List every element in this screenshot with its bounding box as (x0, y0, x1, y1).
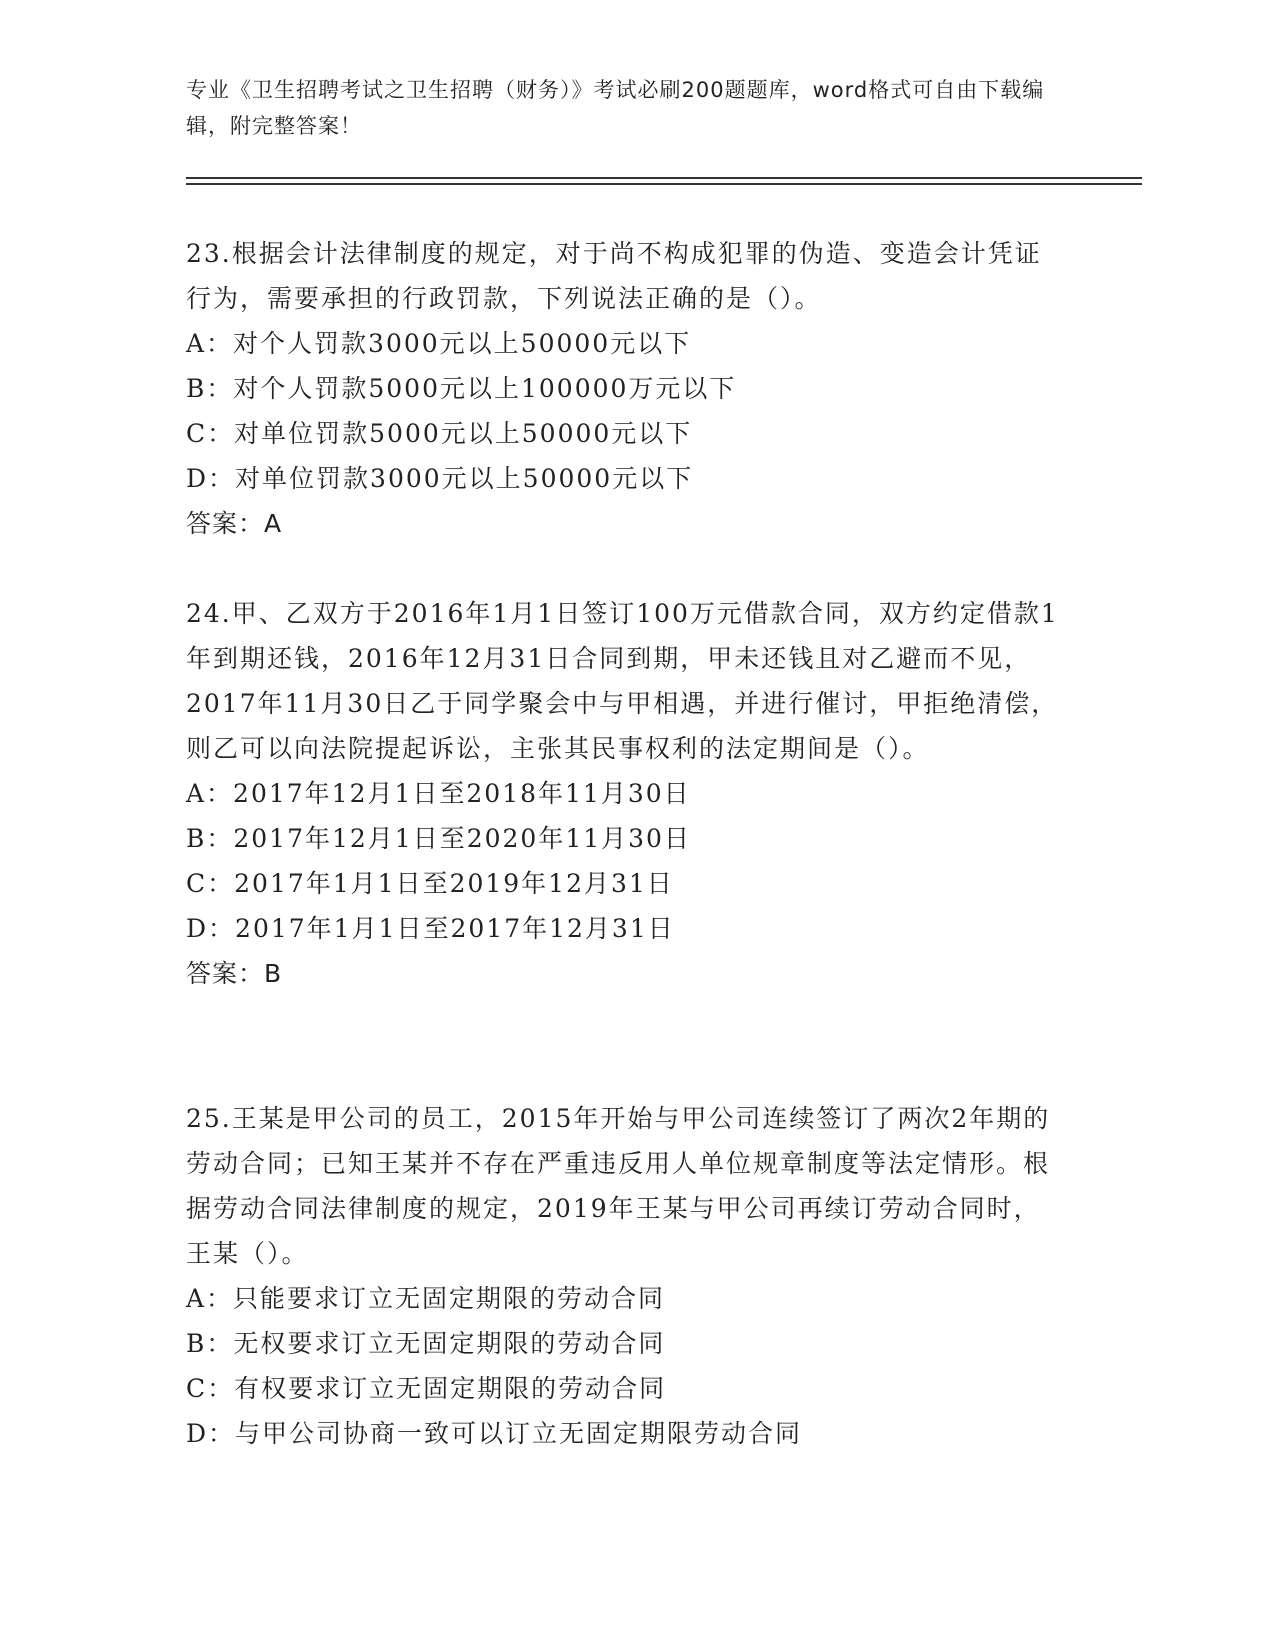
option-d: D：与甲公司协商一致可以订立无固定期限劳动合同 (186, 1419, 803, 1448)
question-23 (186, 231, 1066, 546)
option-a: A：只能要求订立无固定期限的劳动合同 (186, 1284, 666, 1313)
option-a: A：对个人罚款3000元以上50000元以下 (186, 329, 692, 358)
document-header (186, 72, 1086, 144)
question-stem: 24.甲、乙双方于2016年1月1日签订100万元借款合同，双方约定借款1年到期还钱，2016年12月31日合同到期，甲未还钱且对乙避而不见，2017年11月30日乙于同学聚会中与甲相遇，并进行催讨，甲拒绝清偿，则乙可以向法院提起诉讼，主张其民事权利的法定期间是（）。 (186, 599, 1059, 763)
option-b: B：2017年12月1日至2020年11月30日 (186, 824, 691, 853)
option-c: C：对单位罚款5000元以上50000元以下 (186, 419, 693, 448)
option-d: D：对单位罚款3000元以上50000元以下 (186, 464, 694, 493)
option-b: B：对个人罚款5000元以上100000万元以下 (186, 374, 737, 403)
header-divider-top (186, 177, 1142, 179)
question-24 (186, 591, 1066, 996)
option-b: B：无权要求订立无固定期限的劳动合同 (186, 1329, 666, 1358)
header-intro-text: 专业《卫生招聘考试之卫生招聘（财务）》考试必刷200题题库，word格式可自由下载编辑，附完整答案！ (186, 78, 1045, 138)
option-c: C：2017年1月1日至2019年12月31日 (186, 869, 674, 898)
option-a: A：2017年12月1日至2018年11月30日 (186, 779, 691, 808)
question-stem: 23.根据会计法律制度的规定，对于尚不构成犯罪的伪造、变造会计凭证行为，需要承担的行政罚款，下列说法正确的是（）。 (186, 239, 1042, 313)
answer-line: 答案：A (186, 509, 283, 538)
header-divider-bottom (186, 183, 1142, 185)
option-c: C：有权要求订立无固定期限的劳动合同 (186, 1374, 667, 1403)
option-d: D：2017年1月1日至2017年12月31日 (186, 914, 675, 943)
answer-line: 答案：B (186, 959, 283, 988)
question-25 (186, 1096, 1066, 1456)
question-stem: 25.王某是甲公司的员工，2015年开始与甲公司连续签订了两次2年期的劳动合同；已知王某并不存在严重违反用人单位规章制度等法定情形。根据劳动合同法律制度的规定，2019年王某与甲公司再续订劳动合同时，王某（）。 (186, 1104, 1051, 1268)
